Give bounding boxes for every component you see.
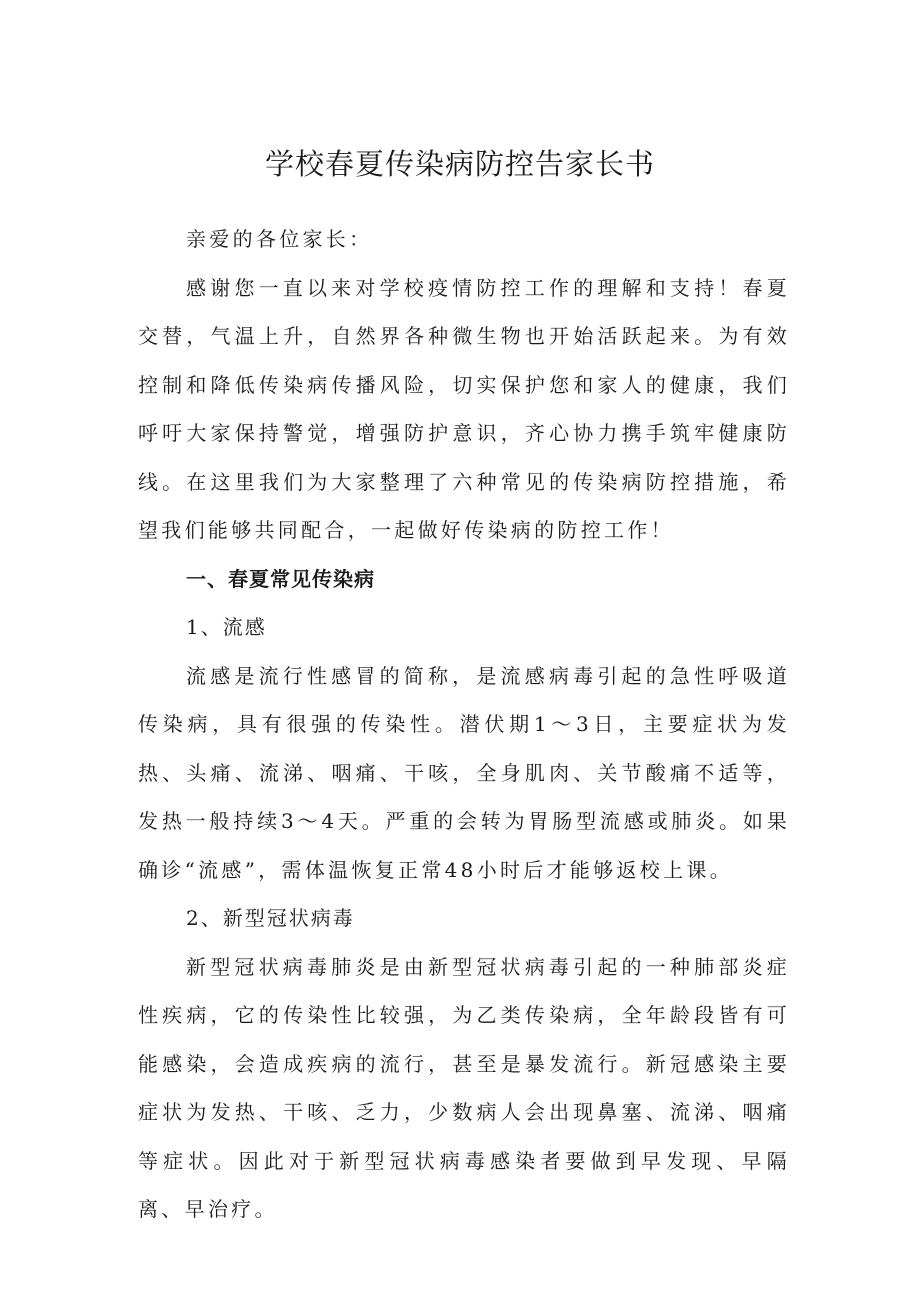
document-body (138, 215, 790, 1234)
salutation: 亲爱的各位家长： (186, 227, 373, 251)
intro-paragraph: 感谢您一直以来对学校疫情防控工作的理解和支持！春夏交替，气温上升，自然界各种微生物也开始活跃起来。为有效控制和降低传染病传播风险，切实保护您和家人的健康，我们呼吁大家保持警觉，增强防护意识，齐心协力携手筑牢健康防线。在这里我们为大家整理了六种常见的传染病防控措施，希望我们能够共同配合，一起做好传染病的防控工作！ (138, 275, 790, 542)
item-body-covid: 新型冠状病毒肺炎是由新型冠状病毒引起的一种肺部炎症性疾病，它的传染性比较强，为乙类传染病，全年龄段皆有可能感染，会造成疾病的流行，甚至是暴发流行。新冠感染主要症状为发热、干咳、乏力，少数病人会出现鼻塞、流涕、咽痛等症状。因此对于新型冠状病毒感染者要做到早发现、早隔离、早治疗。 (138, 954, 790, 1221)
page-title: 学校春夏传染病防控告家长书 (264, 147, 655, 181)
item-title-covid: 2、新型冠状病毒 (186, 906, 355, 930)
section-heading: 一、春夏常见传染病 (186, 566, 375, 591)
item-body-flu: 流感是流行性感冒的简称，是流感病毒引起的急性呼吸道传染病，具有很强的传染性。潜伏期1～3日，主要症状为发热、头痛、流涕、咽痛、干咳，全身肌肉、关节酸痛不适等，发热一般持续3～4天。严重的会转为胃肠型流感或肺炎。如果确诊“流感”，需体温恢复正常48小时后才能够返校上课。 (138, 663, 790, 882)
item-title-flu: 1、流感 (186, 615, 267, 639)
